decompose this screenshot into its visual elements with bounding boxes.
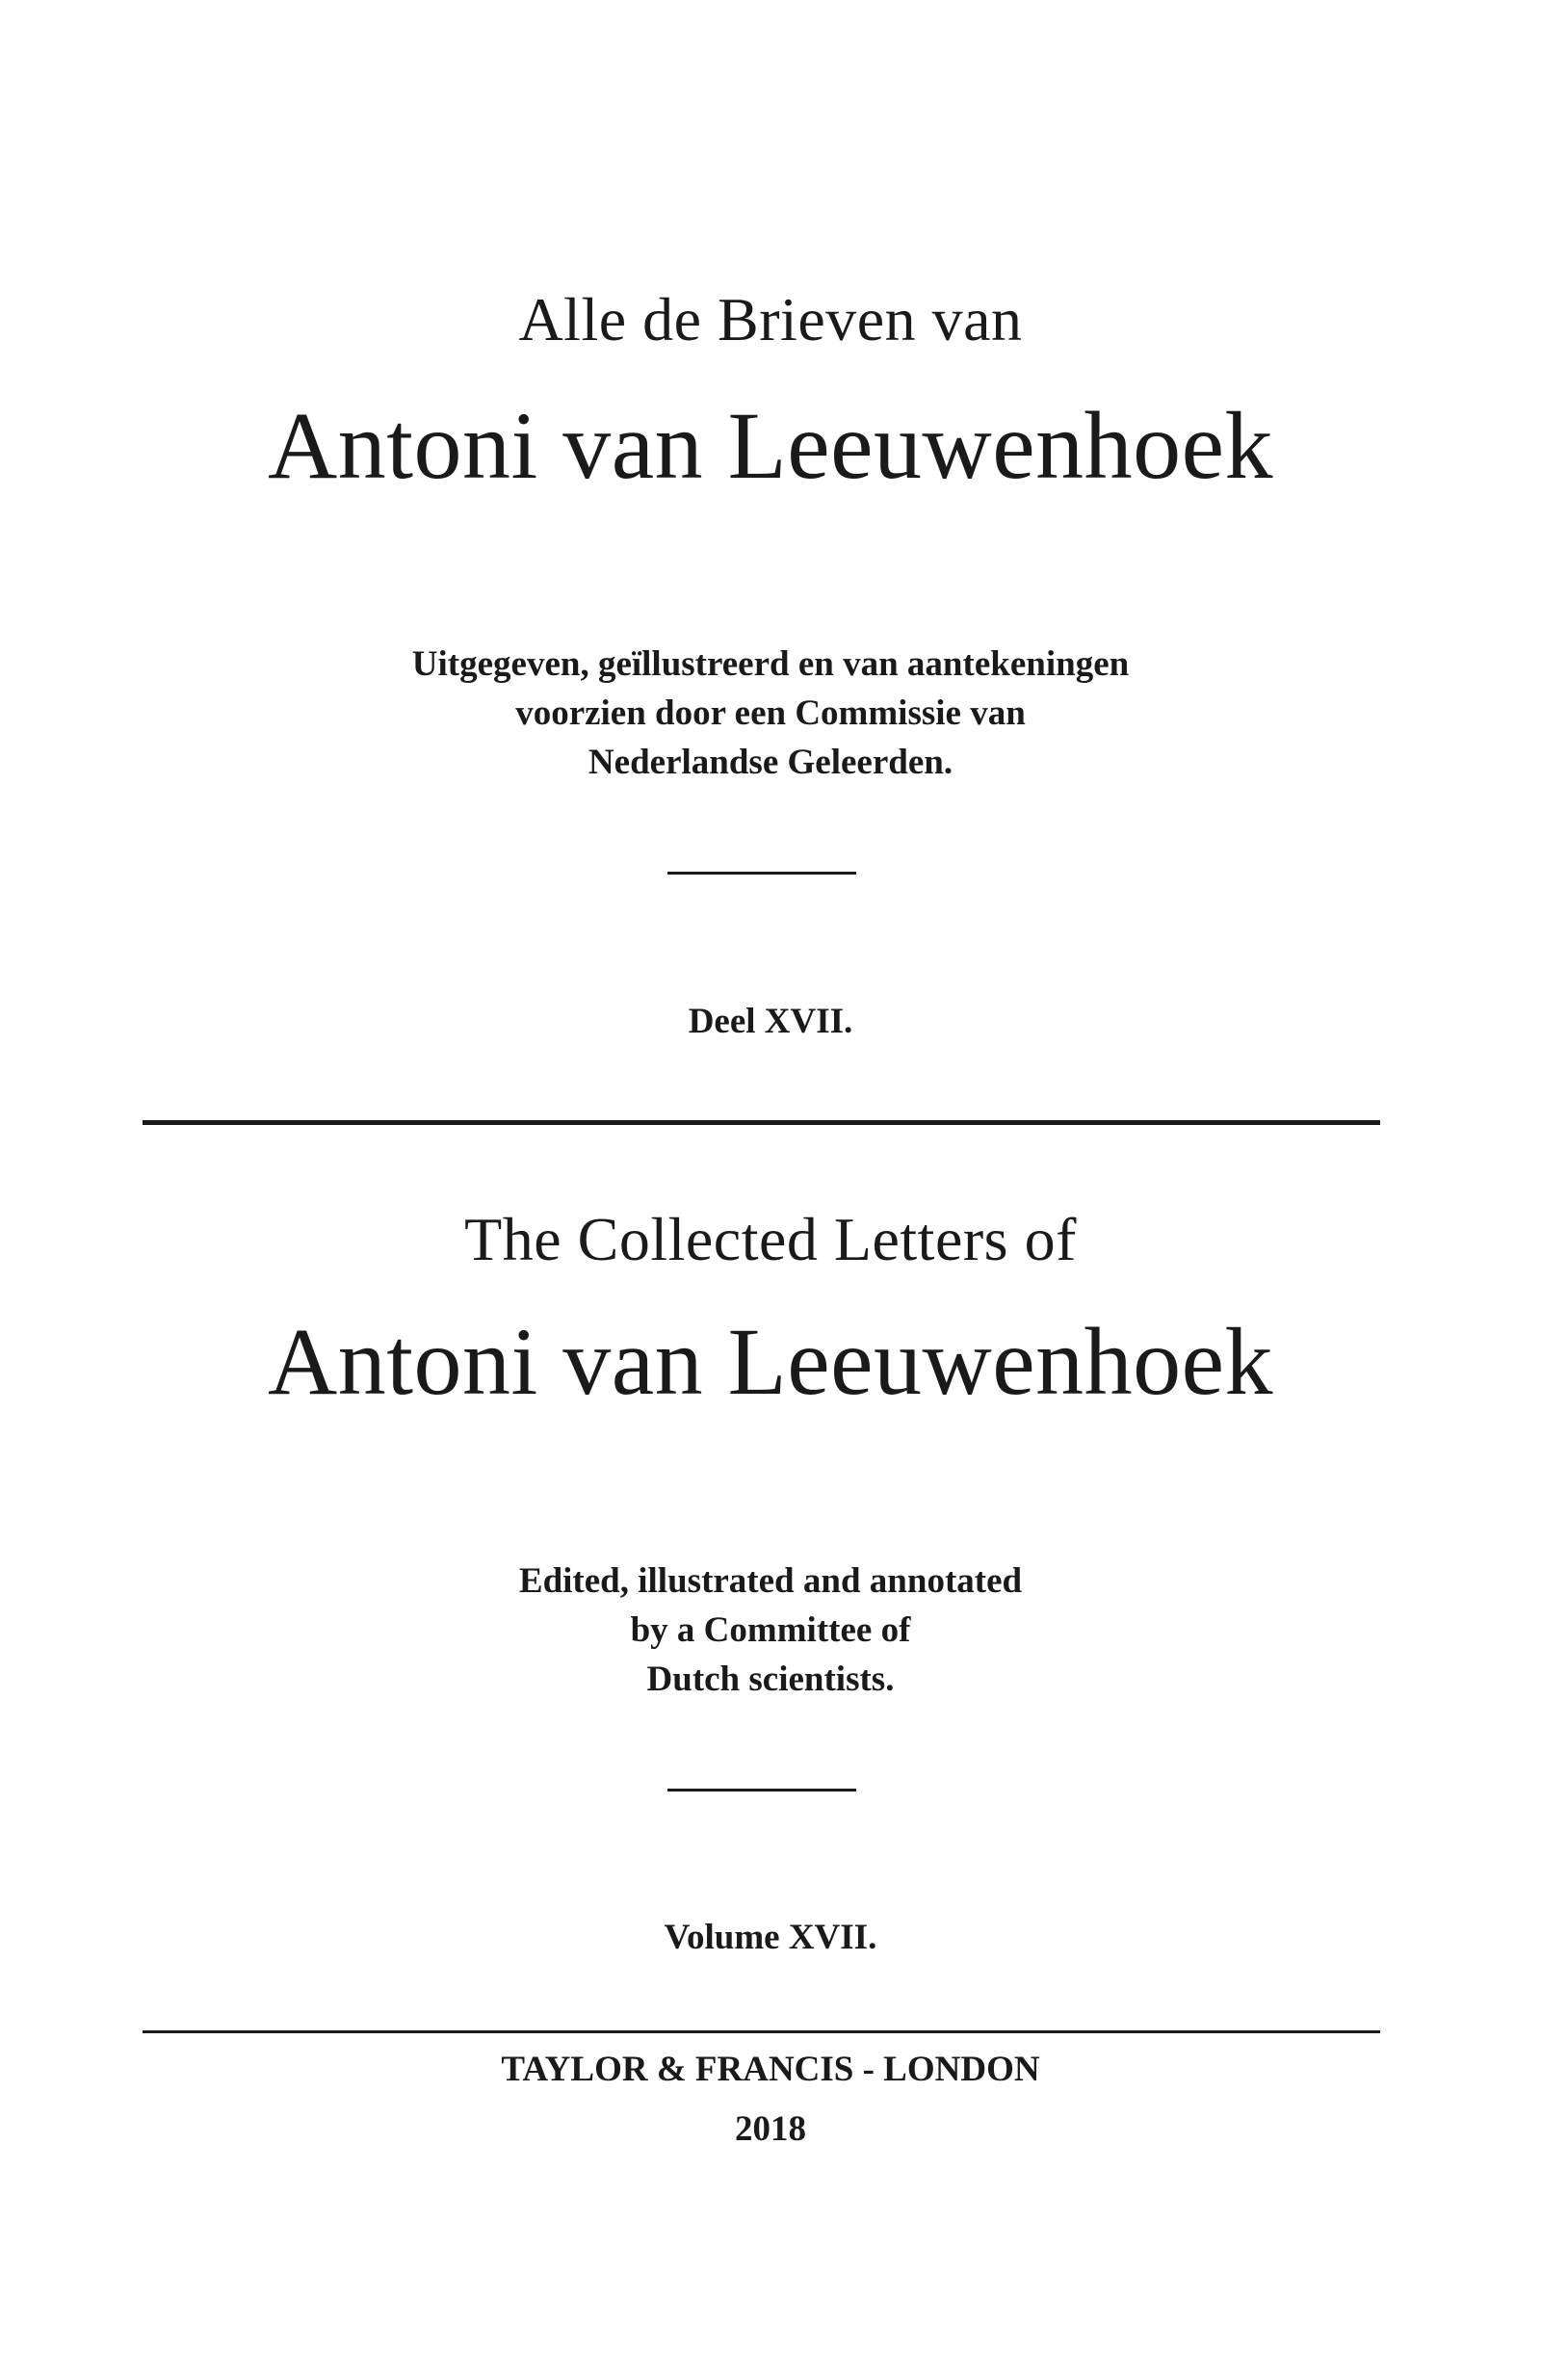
english-short-divider	[667, 1789, 856, 1792]
section-divider	[143, 1120, 1380, 1125]
dutch-title-large: Antoni van Leeuwenhoek	[267, 392, 1273, 499]
english-volume: Volume XVII.	[664, 1918, 877, 1957]
dutch-subtitle-line-3: Nederlandse Geleerden.	[588, 743, 953, 782]
dutch-volume: Deel XVII.	[688, 1002, 853, 1041]
english-subtitle-line-3: Dutch scientists.	[646, 1660, 895, 1699]
english-title-large: Antoni van Leeuwenhoek	[267, 1308, 1273, 1415]
dutch-subtitle-line-2: voorzien door een Commissie van	[515, 693, 1026, 733]
english-title-small: The Collected Letters of	[464, 1205, 1077, 1273]
english-subtitle-line-1: Edited, illustrated and annotated	[518, 1561, 1023, 1601]
dutch-title-small: Alle de Brieven van	[518, 285, 1023, 353]
publisher-divider	[143, 2030, 1380, 2033]
publication-year: 2018	[735, 2109, 806, 2149]
publisher-name: TAYLOR & FRANCIS - LONDON	[501, 2050, 1040, 2089]
english-subtitle-line-2: by a Committee of	[630, 1610, 911, 1650]
dutch-short-divider	[667, 872, 856, 875]
dutch-subtitle-line-1: Uitgegeven, geïllustreerd en van aantekeningen	[411, 644, 1130, 684]
